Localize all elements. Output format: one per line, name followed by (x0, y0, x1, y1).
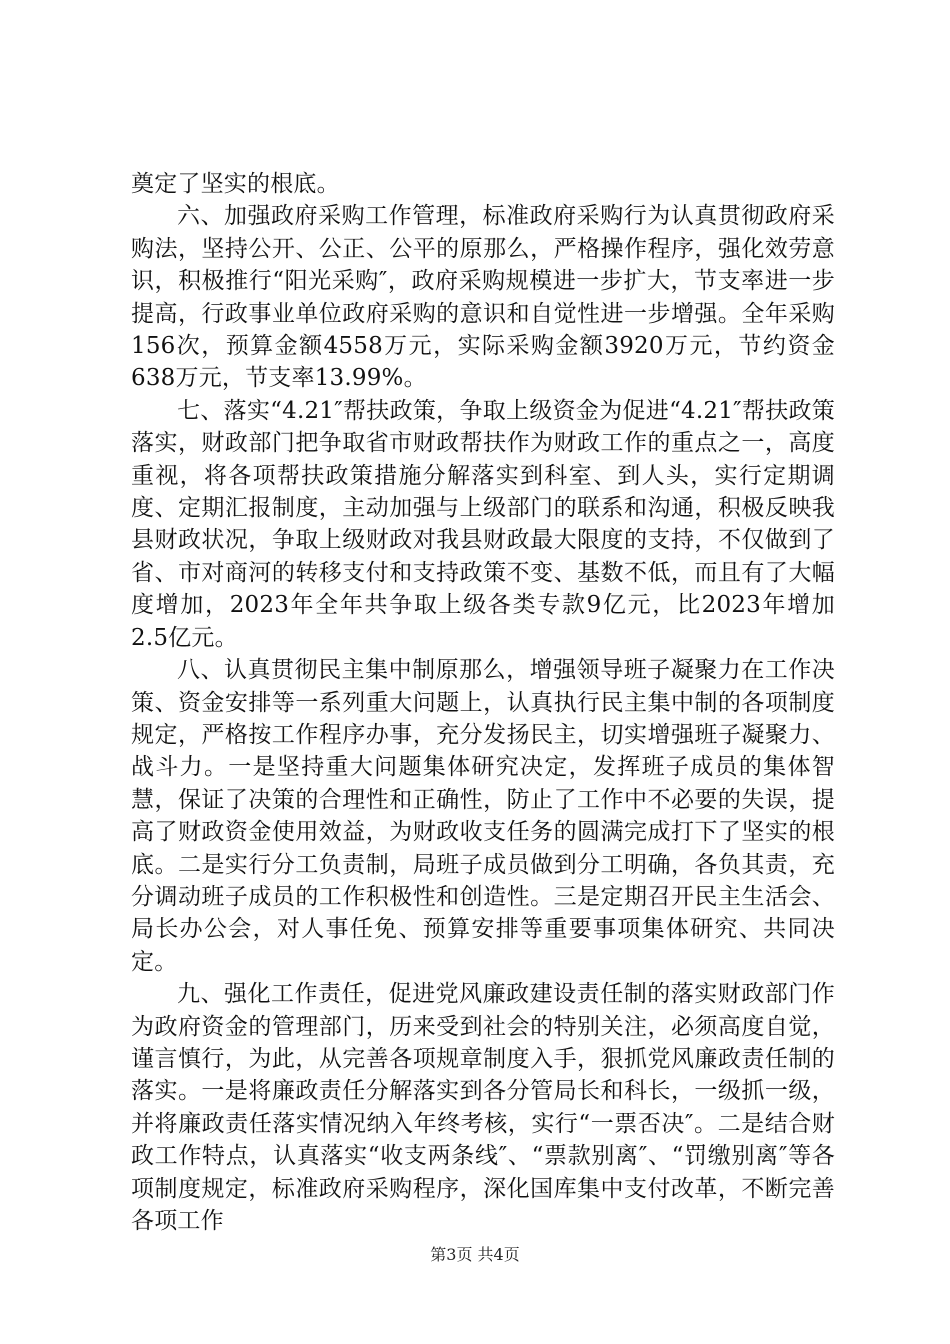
page-footer: 第3页 共4页 (430, 1245, 520, 1264)
paragraph-support-policy: 七、落实“4.21″帮扶政策，争取上级资金为促进“4.21″帮扶政策落实，财政部门把争取省市财政帮扶作为财政工作的重点之一，高度重视，将各项帮扶政策措施分解落实到科室、到人头，实行定期调度、定期汇报制度，主动加强与上级部门的联系和沟通，积极反映我县财政状况，争取上级财政对我县财政最大限度的支持，不仅做到了省、市对商河的转移支付和支持政策不变、基数不低，而且有了大幅度增加，2023年全年共争取上级各类专款9亿元，比2023年增加2.5亿元。 (131, 397, 835, 651)
paragraph-government-procurement: 六、加强政府采购工作管理，标准政府采购行为认真贯彻政府采购法，坚持公开、公正、公平的原那么，严格操作程序，强化效劳意识，积极推行“阳光采购″，政府采购规模进一步扩大，节支率进一步提高，行政事业单位政府采购的意识和自觉性进一步增强。全年采购156次，预算金额4558万元，实际采购金额3920万元，节约资金638万元，节支率13.99%。 (131, 203, 835, 392)
document-body (131, 168, 835, 1237)
paragraph-democratic-centralism: 八、认真贯彻民主集中制原那么，增强领导班子凝聚力在工作决策、资金安排等一系列重大问题上，认真执行民主集中制的各项制度规定，严格按工作程序办事，充分发扬民主，切实增强班子凝聚力、战斗力。一是坚持重大问题集体研究决定，发挥班子成员的集体智慧，保证了决策的合理性和正确性，防止了工作中不必要的失误，提高了财政资金使用效益，为财政收支任务的圆满完成打下了坚实的根底。二是实行分工负责制，局班子成员做到分工明确，各负其责，充分调动班子成员的工作积极性和创造性。三是定期召开民主生活会、局长办公会，对人事任免、预算安排等重要事项集体研究、共同决定。 (131, 657, 835, 975)
paragraph-work-responsibility: 九、强化工作责任，促进党风廉政建设责任制的落实财政部门作为政府资金的管理部门，历来受到社会的特别关注，必须高度自觉，谨言慎行，为此，从完善各项规章制度入手，狠抓党风廉政责任制的落实。一是将廉政责任分解落实到各分管局长和科长，一级抓一级，并将廉政责任落实情况纳入年终考核，实行“一票否决″。二是结合财政工作特点，认真落实“收支两条线″、“票款别离″、“罚缴别离″等各项制度规定，标准政府采购程序，深化国库集中支付改革，不断完善各项工作 (131, 981, 835, 1234)
paragraph-continuation: 奠定了坚实的根底。 (131, 171, 340, 197)
